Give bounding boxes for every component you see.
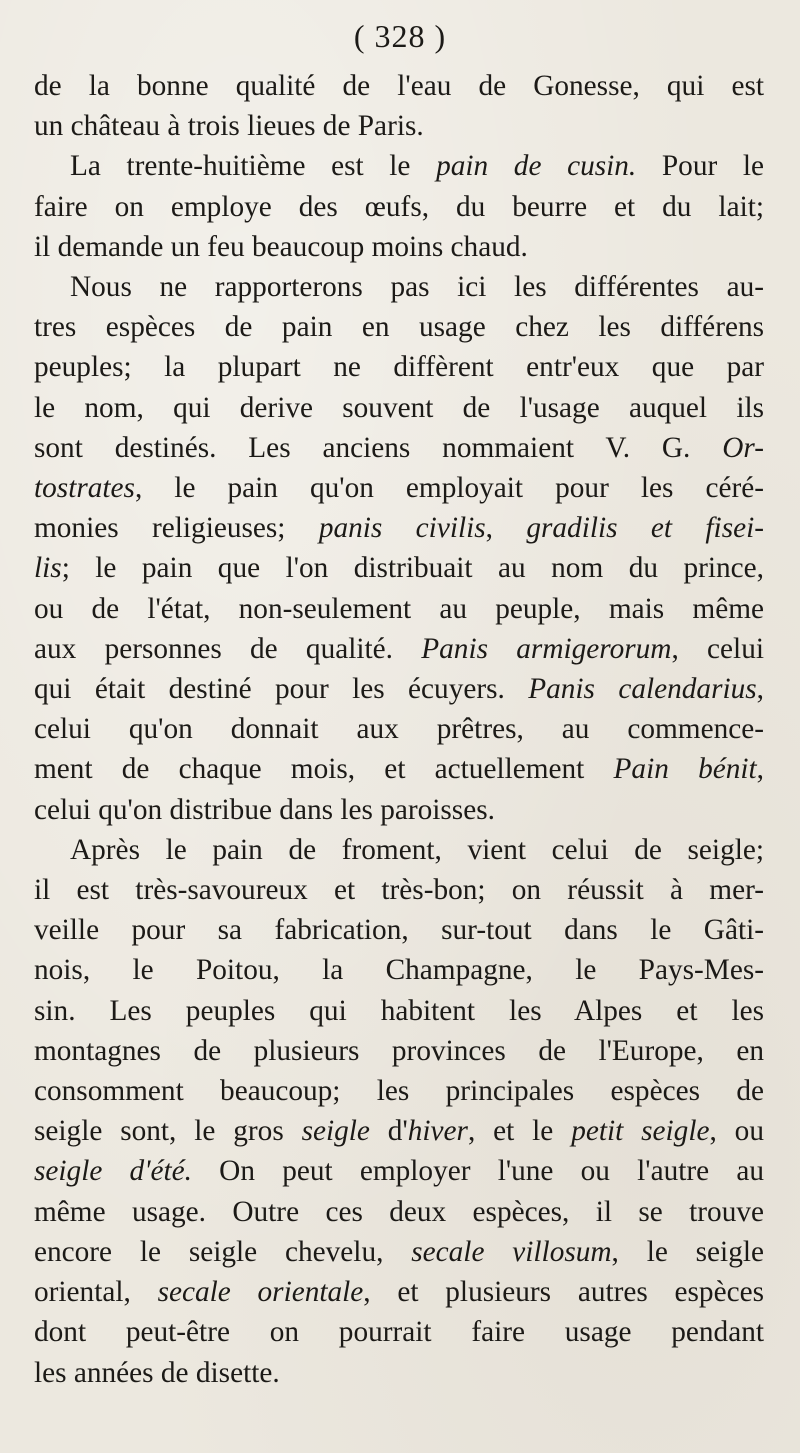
italic-text: petit seigle <box>571 1115 710 1148</box>
italic-text: seigle <box>301 1115 370 1148</box>
text-run: , ou <box>709 1115 764 1148</box>
paragraph <box>34 66 764 146</box>
italic-text: secale orientale <box>157 1276 364 1309</box>
text-line <box>34 790 764 830</box>
text-run: un château à trois lieues de Paris. <box>34 110 424 143</box>
text-line <box>34 709 764 749</box>
text-line <box>34 1272 764 1312</box>
text-line <box>34 1071 764 1111</box>
text-run: sin. Les peuples qui habitent les Alpes et les <box>34 994 764 1027</box>
text-run: oriental, <box>34 1276 158 1309</box>
text-run: les années de disette. <box>34 1356 280 1389</box>
italic-text: hiver <box>407 1115 468 1148</box>
text-run: faire on employe des œufs, du beurre et du lait; <box>34 190 764 223</box>
text-line <box>34 1312 764 1352</box>
text-run: ; le pain que l'on distribuait au nom du prince, <box>61 552 764 585</box>
text-line <box>34 307 764 347</box>
text-line <box>34 468 764 508</box>
italic-text: Or- <box>722 431 764 464</box>
text-line <box>34 106 764 146</box>
paragraph <box>34 830 764 1393</box>
text-run: Pour le <box>636 150 765 183</box>
text-run: nois, le Poitou, la Champagne, le Pays-Mes- <box>34 954 764 987</box>
text-run: encore le seigle chevelu, <box>34 1235 412 1268</box>
text-line <box>34 1111 764 1151</box>
text-run: sont destinés. Les anciens nommaient V. G. <box>34 431 723 464</box>
text-line <box>34 267 764 307</box>
text-line <box>34 629 764 669</box>
text-run: dont peut-être on pourrait faire usage pendant <box>34 1316 764 1349</box>
text-line <box>34 187 764 227</box>
text-run: , <box>485 512 527 545</box>
text-line <box>34 749 764 789</box>
text-run: , et plusieurs autres espèces <box>363 1276 764 1309</box>
text-line <box>34 1192 764 1232</box>
text-line <box>34 1151 764 1191</box>
text-run: On peut employer l'une ou l'autre au <box>191 1155 765 1188</box>
paragraph <box>34 267 764 830</box>
text-run: il demande un feu beaucoup moins chaud. <box>34 230 528 263</box>
text-run: consomment beaucoup; les principales espèces de <box>34 1075 764 1108</box>
text-run: ment de chaque mois, et actuellement <box>34 753 614 786</box>
text-line <box>34 548 764 588</box>
text-run: montagnes de plusieurs provinces de l'Europe, en <box>34 1034 764 1067</box>
text-run: celui qu'on donnait aux prêtres, au commence- <box>34 713 764 746</box>
text-run: ou de l'état, non-seulement au peuple, mais même <box>34 592 764 625</box>
italic-text: lis <box>34 552 62 585</box>
text-line <box>34 508 764 548</box>
text-run: La trente-huitième est le <box>70 150 437 183</box>
italic-text: pain de cusin. <box>436 150 637 183</box>
text-run: , <box>756 753 764 786</box>
text-run: veille pour sa fabrication, sur-tout dans le Gâti- <box>34 914 764 947</box>
page-number: ( 328 ) <box>353 18 447 54</box>
text-run: d' <box>369 1115 408 1148</box>
text-line <box>34 1353 764 1393</box>
text-line <box>34 146 764 186</box>
text-run: peuples; la plupart ne diffèrent entr'eux que par <box>34 351 764 384</box>
italic-text: Panis calendarius <box>528 673 757 706</box>
paragraph <box>34 146 764 267</box>
text-run: celui qu'on distribue dans les paroisses. <box>34 793 495 826</box>
text-run: tres espèces de pain en usage chez les différens <box>34 311 764 344</box>
text-line <box>34 910 764 950</box>
text-line <box>34 589 764 629</box>
italic-text: secale villosum <box>411 1235 612 1268</box>
text-run: Après le pain de froment, vient celui de seigle; <box>70 833 764 866</box>
text-run: le nom, qui derive souvent de l'usage auquel ils <box>34 391 764 424</box>
text-run: , <box>756 673 764 706</box>
text-line <box>34 991 764 1031</box>
text-run: seigle sont, le gros <box>34 1115 302 1148</box>
text-line <box>34 227 764 267</box>
text-line <box>34 347 764 387</box>
text-line <box>34 66 764 106</box>
body-text <box>34 66 764 1393</box>
italic-text: tostrates <box>34 472 135 505</box>
text-line <box>34 1031 764 1071</box>
text-line <box>34 830 764 870</box>
text-run: , le pain qu'on employait pour les céré- <box>134 472 764 505</box>
text-run: il est très-savoureux et très-bon; on réussit à mer- <box>34 874 764 907</box>
text-run: , le seigle <box>611 1235 764 1268</box>
italic-text: Panis armigerorum <box>421 632 672 665</box>
text-line <box>34 1232 764 1272</box>
italic-text: Pain bénit <box>613 753 757 786</box>
text-run: même usage. Outre ces deux espèces, il se trouve <box>34 1195 764 1228</box>
text-run: qui était destiné pour les écuyers. <box>34 673 529 706</box>
text-line <box>34 428 764 468</box>
text-line <box>34 669 764 709</box>
text-run: monies religieuses; <box>34 512 319 545</box>
text-line <box>34 870 764 910</box>
text-run: de la bonne qualité de l'eau de Gonesse, qui est <box>34 70 764 102</box>
text-run: , celui <box>671 632 764 665</box>
text-line <box>34 950 764 990</box>
text-run: , et le <box>467 1115 572 1148</box>
text-run: Nous ne rapporterons pas ici les différentes au- <box>70 271 764 304</box>
italic-text: seigle d'été. <box>34 1155 192 1188</box>
italic-text: panis civilis <box>318 512 486 545</box>
italic-text: gradilis et fisei- <box>526 512 765 545</box>
text-run: aux personnes de qualité. <box>34 632 422 665</box>
text-line <box>34 388 764 428</box>
